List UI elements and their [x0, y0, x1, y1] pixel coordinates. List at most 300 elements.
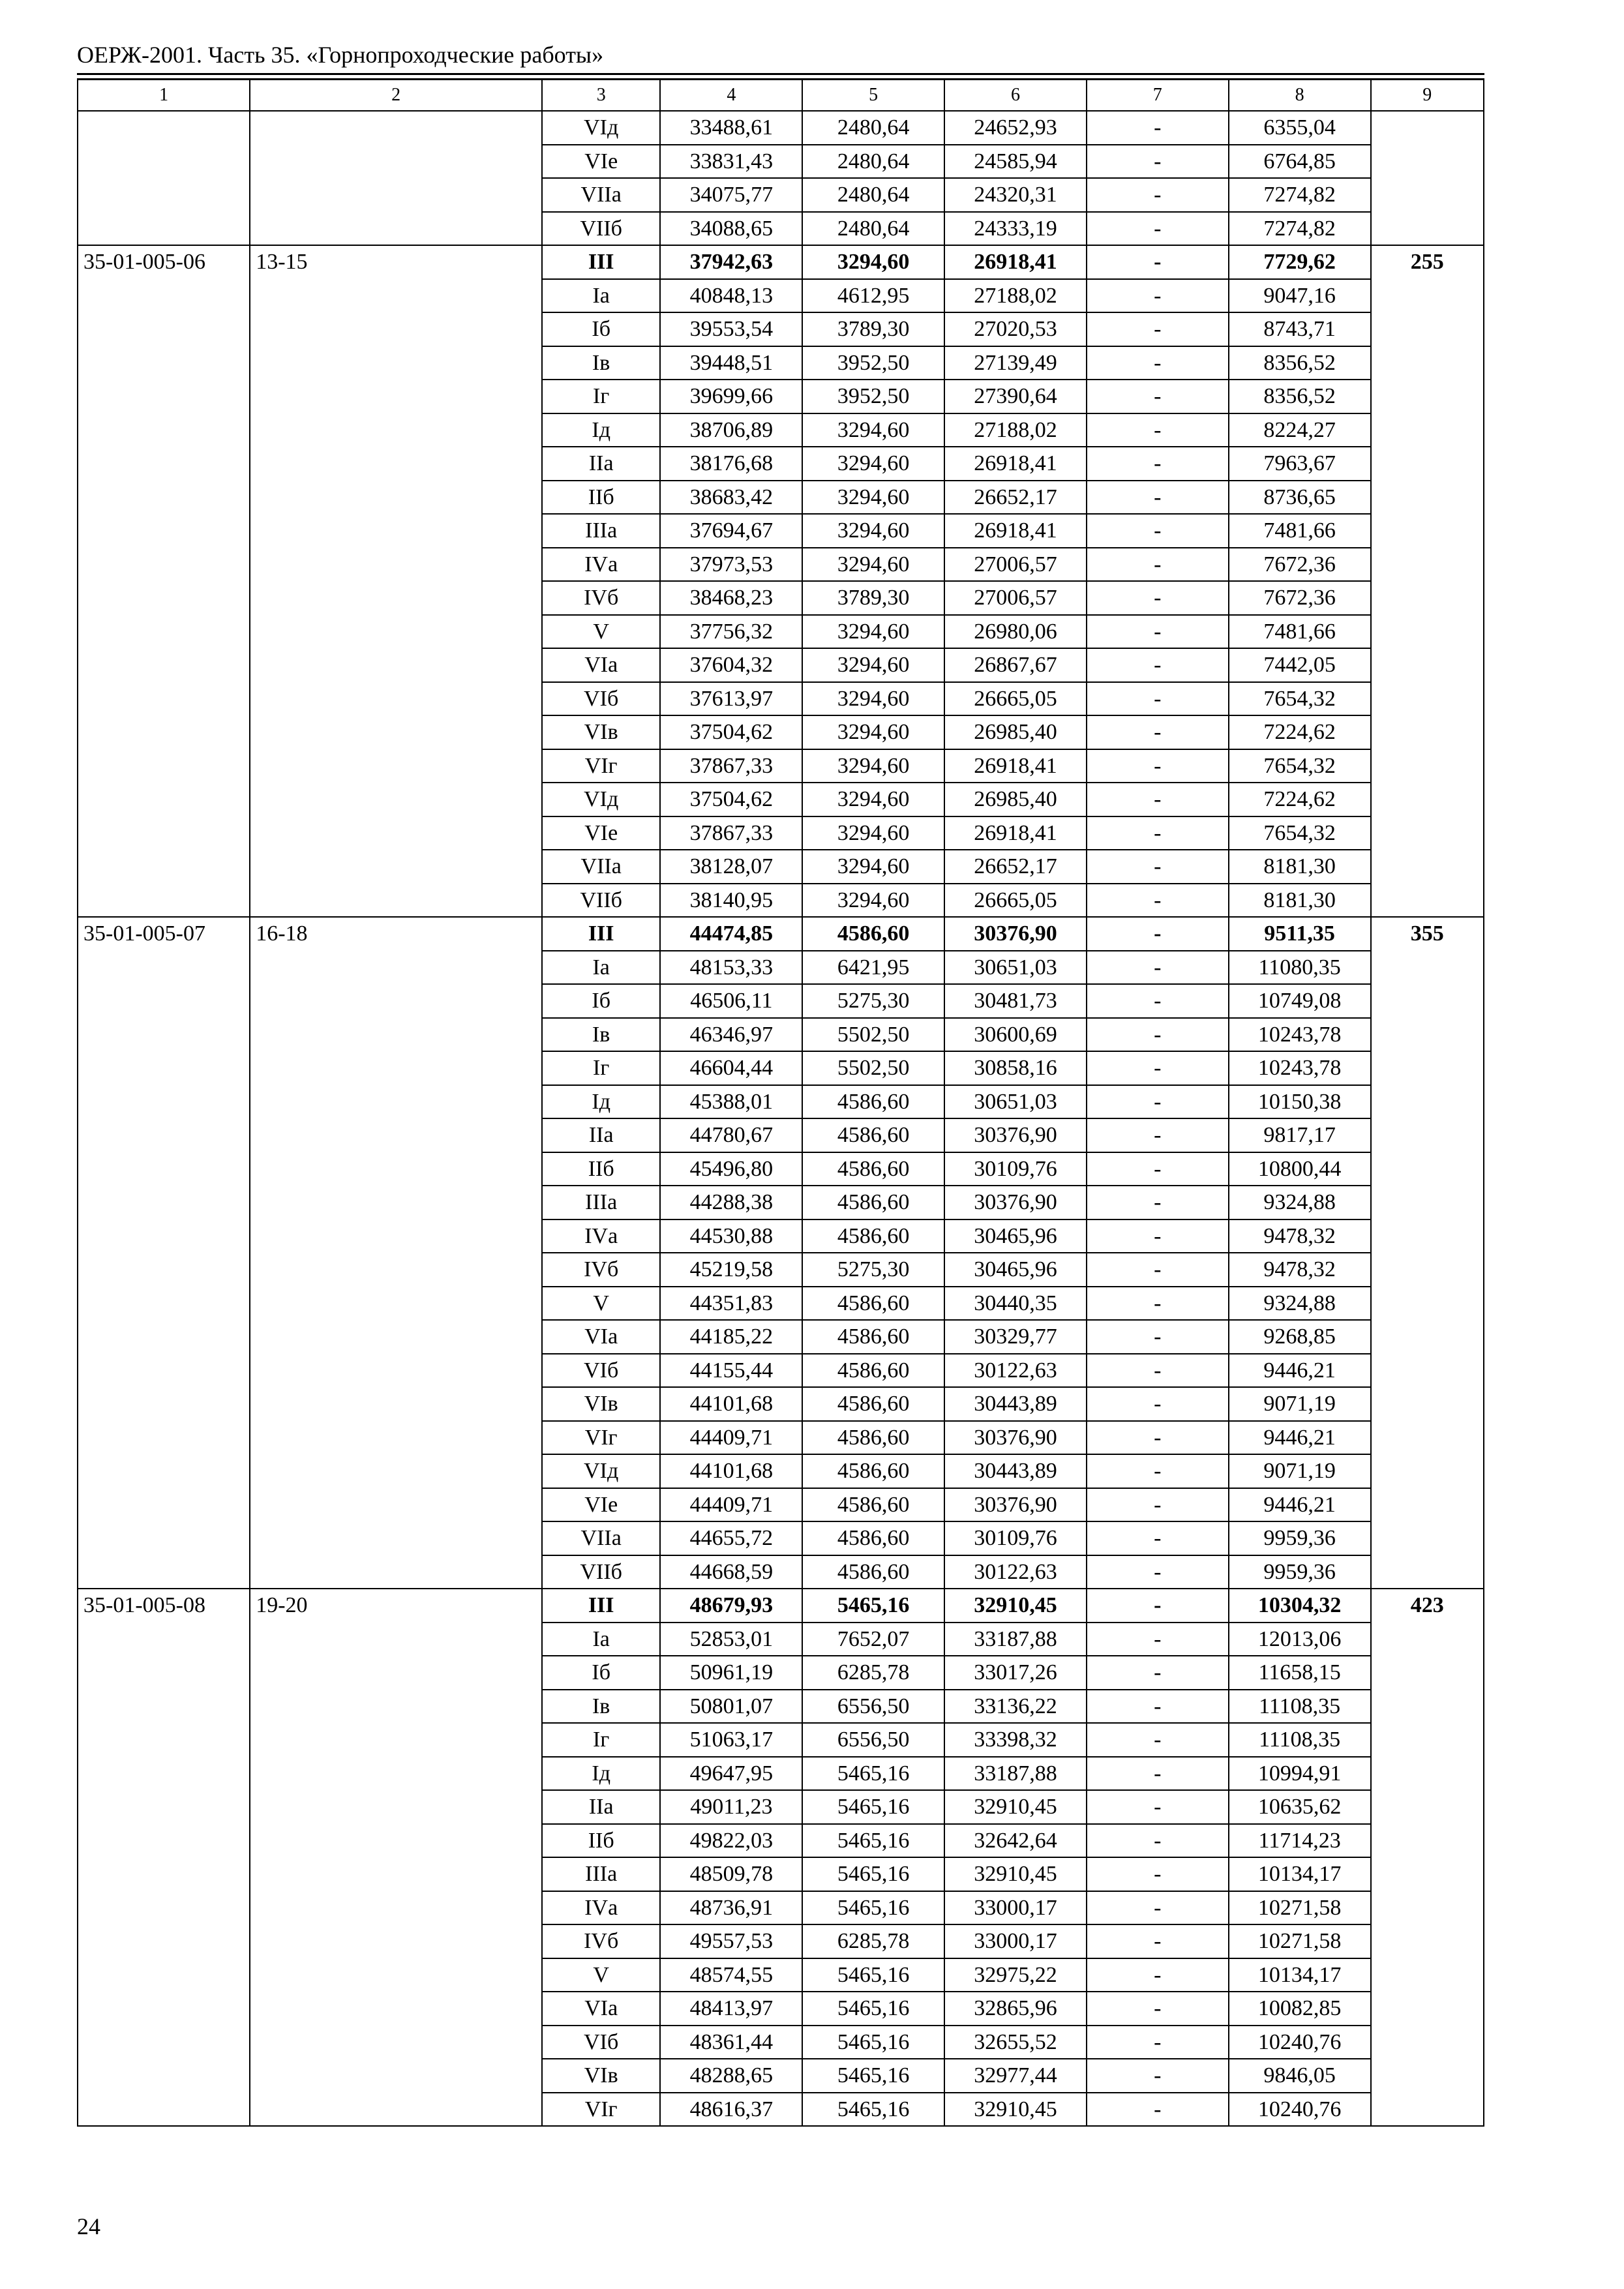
- table-row: [78, 917, 1484, 951]
- column-header: 9: [1371, 80, 1484, 111]
- machine-cost-cell: 30443,89: [944, 1454, 1087, 1488]
- zone-cell: IVа: [542, 1219, 661, 1253]
- machine-cost-cell: 26918,41: [944, 816, 1087, 850]
- total-cost-cell: 48153,33: [660, 951, 802, 985]
- materials-cost-cell: 8224,27: [1229, 413, 1371, 447]
- wages-cell: 4586,60: [802, 1320, 944, 1354]
- materials-cost-cell: 9324,88: [1229, 1186, 1371, 1219]
- labor-cell: 355: [1371, 917, 1484, 1589]
- materials-cost-cell: 8356,52: [1229, 380, 1371, 413]
- zone-cell: VIIб: [542, 884, 661, 918]
- wages-cell: 2480,64: [802, 111, 944, 145]
- materials-cost-cell: 9846,05: [1229, 2059, 1371, 2093]
- driver-wages-cell: -: [1087, 1521, 1229, 1555]
- wages-cell: 5465,16: [802, 1824, 944, 1858]
- machine-cost-cell: 27006,57: [944, 581, 1087, 615]
- zone-cell: IIб: [542, 1152, 661, 1186]
- driver-wages-cell: -: [1087, 413, 1229, 447]
- wages-cell: 4586,60: [802, 917, 944, 951]
- machine-cost-cell: 32977,44: [944, 2059, 1087, 2093]
- driver-wages-cell: -: [1087, 1824, 1229, 1858]
- machine-cost-cell: 32910,45: [944, 1857, 1087, 1891]
- total-cost-cell: 37694,67: [660, 514, 802, 548]
- materials-cost-cell: 9511,35: [1229, 917, 1371, 951]
- header-rule-thick: [77, 73, 1484, 75]
- driver-wages-cell: -: [1087, 749, 1229, 783]
- machine-cost-cell: 26985,40: [944, 783, 1087, 816]
- driver-wages-cell: -: [1087, 1723, 1229, 1757]
- machine-cost-cell: 30376,90: [944, 917, 1087, 951]
- driver-wages-cell: -: [1087, 145, 1229, 179]
- materials-cost-cell: 7672,36: [1229, 548, 1371, 582]
- machine-cost-cell: 32910,45: [944, 2093, 1087, 2127]
- zone-cell: III: [542, 245, 661, 279]
- driver-wages-cell: -: [1087, 1320, 1229, 1354]
- zone-cell: VIе: [542, 816, 661, 850]
- materials-cost-cell: 7481,66: [1229, 615, 1371, 649]
- wages-cell: 3294,60: [802, 783, 944, 816]
- wages-cell: 3294,60: [802, 514, 944, 548]
- total-cost-cell: 51063,17: [660, 1723, 802, 1757]
- materials-cost-cell: 11108,35: [1229, 1690, 1371, 1724]
- materials-cost-cell: 6764,85: [1229, 145, 1371, 179]
- materials-cost-cell: 10243,78: [1229, 1051, 1371, 1085]
- total-cost-cell: 48413,97: [660, 1992, 802, 2026]
- zone-cell: VIа: [542, 1992, 661, 2026]
- machine-cost-cell: 33187,88: [944, 1623, 1087, 1656]
- driver-wages-cell: -: [1087, 816, 1229, 850]
- driver-wages-cell: -: [1087, 346, 1229, 380]
- zone-cell: IVб: [542, 1253, 661, 1287]
- driver-wages-cell: -: [1087, 380, 1229, 413]
- materials-cost-cell: 7654,32: [1229, 816, 1371, 850]
- total-cost-cell: 38176,68: [660, 447, 802, 481]
- wages-cell: 2480,64: [802, 145, 944, 179]
- materials-cost-cell: 10134,17: [1229, 1857, 1371, 1891]
- driver-wages-cell: -: [1087, 715, 1229, 749]
- driver-wages-cell: -: [1087, 884, 1229, 918]
- machine-cost-cell: 30376,90: [944, 1186, 1087, 1219]
- driver-wages-cell: -: [1087, 1757, 1229, 1791]
- total-cost-cell: 37756,32: [660, 615, 802, 649]
- zone-cell: IIб: [542, 1824, 661, 1858]
- materials-cost-cell: 9047,16: [1229, 279, 1371, 313]
- driver-wages-cell: -: [1087, 1857, 1229, 1891]
- total-cost-cell: 44409,71: [660, 1421, 802, 1455]
- materials-cost-cell: 10635,62: [1229, 1790, 1371, 1824]
- total-cost-cell: 34088,65: [660, 212, 802, 246]
- materials-cost-cell: 7274,82: [1229, 212, 1371, 246]
- wages-cell: 3294,60: [802, 615, 944, 649]
- materials-cost-cell: 8181,30: [1229, 850, 1371, 884]
- total-cost-cell: 40848,13: [660, 279, 802, 313]
- column-header: 5: [802, 80, 944, 111]
- total-cost-cell: 39699,66: [660, 380, 802, 413]
- materials-cost-cell: 8181,30: [1229, 884, 1371, 918]
- materials-cost-cell: 6355,04: [1229, 111, 1371, 145]
- machine-cost-cell: 30481,73: [944, 984, 1087, 1018]
- total-cost-cell: 50801,07: [660, 1690, 802, 1724]
- driver-wages-cell: -: [1087, 212, 1229, 246]
- wages-cell: 3294,60: [802, 548, 944, 582]
- driver-wages-cell: -: [1087, 1924, 1229, 1958]
- zone-cell: VIв: [542, 715, 661, 749]
- materials-cost-cell: 10271,58: [1229, 1891, 1371, 1925]
- total-cost-cell: 45496,80: [660, 1152, 802, 1186]
- wages-cell: 5275,30: [802, 1253, 944, 1287]
- machine-cost-cell: 27188,02: [944, 413, 1087, 447]
- total-cost-cell: 38140,95: [660, 884, 802, 918]
- machine-cost-cell: 27006,57: [944, 548, 1087, 582]
- driver-wages-cell: -: [1087, 514, 1229, 548]
- zone-cell: Iа: [542, 1623, 661, 1656]
- machine-cost-cell: 26918,41: [944, 749, 1087, 783]
- table-row: [78, 1589, 1484, 1623]
- driver-wages-cell: -: [1087, 2059, 1229, 2093]
- materials-cost-cell: 10304,32: [1229, 1589, 1371, 1623]
- machine-cost-cell: 24320,31: [944, 178, 1087, 212]
- zone-cell: VIг: [542, 1421, 661, 1455]
- total-cost-cell: 44655,72: [660, 1521, 802, 1555]
- wages-cell: 3294,60: [802, 816, 944, 850]
- total-cost-cell: 44409,71: [660, 1488, 802, 1522]
- machine-cost-cell: 26985,40: [944, 715, 1087, 749]
- materials-cost-cell: 9446,21: [1229, 1354, 1371, 1388]
- page-number: 24: [77, 2213, 100, 2239]
- wages-cell: 5465,16: [802, 1757, 944, 1791]
- price-table-container: [77, 79, 1484, 2127]
- total-cost-cell: 49822,03: [660, 1824, 802, 1858]
- range-cell: 19-20: [250, 1589, 542, 2126]
- wages-cell: 3952,50: [802, 380, 944, 413]
- materials-cost-cell: 10240,76: [1229, 2093, 1371, 2127]
- wages-cell: 3294,60: [802, 413, 944, 447]
- document-header: ОЕРЖ-2001. Часть 35. «Горнопроходческие работы»: [77, 42, 604, 68]
- machine-cost-cell: 26665,05: [944, 682, 1087, 716]
- wages-cell: 7652,07: [802, 1623, 944, 1656]
- zone-cell: Iд: [542, 413, 661, 447]
- total-cost-cell: 44101,68: [660, 1454, 802, 1488]
- driver-wages-cell: -: [1087, 984, 1229, 1018]
- machine-cost-cell: 32910,45: [944, 1790, 1087, 1824]
- column-header: 8: [1229, 80, 1371, 111]
- wages-cell: 4612,95: [802, 279, 944, 313]
- driver-wages-cell: -: [1087, 111, 1229, 145]
- total-cost-cell: 38468,23: [660, 581, 802, 615]
- materials-cost-cell: 9817,17: [1229, 1118, 1371, 1152]
- total-cost-cell: 48736,91: [660, 1891, 802, 1925]
- zone-cell: III: [542, 917, 661, 951]
- driver-wages-cell: -: [1087, 1555, 1229, 1589]
- column-header: 1: [78, 80, 250, 111]
- machine-cost-cell: 26867,67: [944, 648, 1087, 682]
- labor-cell: 423: [1371, 1589, 1484, 2126]
- column-header: 2: [250, 80, 542, 111]
- driver-wages-cell: -: [1087, 581, 1229, 615]
- wages-cell: 3789,30: [802, 581, 944, 615]
- wages-cell: 4586,60: [802, 1555, 944, 1589]
- zone-cell: VIг: [542, 2093, 661, 2127]
- machine-cost-cell: 26918,41: [944, 447, 1087, 481]
- zone-cell: V: [542, 1287, 661, 1321]
- driver-wages-cell: -: [1087, 1589, 1229, 1623]
- driver-wages-cell: -: [1087, 481, 1229, 515]
- driver-wages-cell: -: [1087, 951, 1229, 985]
- zone-cell: VIг: [542, 749, 661, 783]
- column-header: 6: [944, 80, 1087, 111]
- zone-cell: IIIа: [542, 1857, 661, 1891]
- driver-wages-cell: -: [1087, 312, 1229, 346]
- zone-cell: IVб: [542, 1924, 661, 1958]
- driver-wages-cell: -: [1087, 1623, 1229, 1656]
- range-cell: 16-18: [250, 917, 542, 1589]
- zone-cell: Iа: [542, 951, 661, 985]
- total-cost-cell: 44185,22: [660, 1320, 802, 1354]
- column-header: 7: [1087, 80, 1229, 111]
- machine-cost-cell: 26980,06: [944, 615, 1087, 649]
- wages-cell: 4586,60: [802, 1454, 944, 1488]
- wages-cell: 6285,78: [802, 1656, 944, 1690]
- total-cost-cell: 39448,51: [660, 346, 802, 380]
- wages-cell: 5465,16: [802, 1992, 944, 2026]
- zone-cell: IIIа: [542, 1186, 661, 1219]
- machine-cost-cell: 30600,69: [944, 1018, 1087, 1052]
- materials-cost-cell: 10082,85: [1229, 1992, 1371, 2026]
- machine-cost-cell: 33187,88: [944, 1757, 1087, 1791]
- wages-cell: 5465,16: [802, 1589, 944, 1623]
- wages-cell: 6556,50: [802, 1723, 944, 1757]
- wages-cell: 3294,60: [802, 447, 944, 481]
- zone-cell: VIб: [542, 2026, 661, 2059]
- materials-cost-cell: 11714,23: [1229, 1824, 1371, 1858]
- total-cost-cell: 38683,42: [660, 481, 802, 515]
- materials-cost-cell: 10134,17: [1229, 1958, 1371, 1992]
- column-header: 4: [660, 80, 802, 111]
- materials-cost-cell: 11658,15: [1229, 1656, 1371, 1690]
- driver-wages-cell: -: [1087, 1387, 1229, 1421]
- materials-cost-cell: 8356,52: [1229, 346, 1371, 380]
- materials-cost-cell: 12013,06: [1229, 1623, 1371, 1656]
- zone-cell: VIа: [542, 1320, 661, 1354]
- zone-cell: Iд: [542, 1757, 661, 1791]
- wages-cell: 4586,60: [802, 1387, 944, 1421]
- range-cell: 13-15: [250, 245, 542, 917]
- driver-wages-cell: -: [1087, 1958, 1229, 1992]
- machine-cost-cell: 33398,32: [944, 1723, 1087, 1757]
- materials-cost-cell: 7274,82: [1229, 178, 1371, 212]
- total-cost-cell: 37504,62: [660, 715, 802, 749]
- machine-cost-cell: 26665,05: [944, 884, 1087, 918]
- driver-wages-cell: -: [1087, 1421, 1229, 1455]
- driver-wages-cell: -: [1087, 1287, 1229, 1321]
- machine-cost-cell: 26918,41: [944, 514, 1087, 548]
- wages-cell: 6556,50: [802, 1690, 944, 1724]
- wages-cell: 6421,95: [802, 951, 944, 985]
- materials-cost-cell: 10150,38: [1229, 1085, 1371, 1119]
- driver-wages-cell: -: [1087, 917, 1229, 951]
- materials-cost-cell: 10271,58: [1229, 1924, 1371, 1958]
- zone-cell: Iг: [542, 1051, 661, 1085]
- zone-cell: VIв: [542, 1387, 661, 1421]
- wages-cell: 5465,16: [802, 1891, 944, 1925]
- zone-cell: VIв: [542, 2059, 661, 2093]
- materials-cost-cell: 7963,67: [1229, 447, 1371, 481]
- wages-cell: 4586,60: [802, 1152, 944, 1186]
- materials-cost-cell: 9478,32: [1229, 1219, 1371, 1253]
- driver-wages-cell: -: [1087, 245, 1229, 279]
- total-cost-cell: 46604,44: [660, 1051, 802, 1085]
- range-cell: [250, 111, 542, 245]
- driver-wages-cell: -: [1087, 447, 1229, 481]
- total-cost-cell: 37867,33: [660, 749, 802, 783]
- driver-wages-cell: -: [1087, 1488, 1229, 1522]
- driver-wages-cell: -: [1087, 1354, 1229, 1388]
- machine-cost-cell: 27188,02: [944, 279, 1087, 313]
- total-cost-cell: 48288,65: [660, 2059, 802, 2093]
- zone-cell: VIе: [542, 1488, 661, 1522]
- column-number-row: [78, 80, 1484, 111]
- zone-cell: VIIа: [542, 850, 661, 884]
- machine-cost-cell: 26918,41: [944, 245, 1087, 279]
- wages-cell: 5465,16: [802, 2026, 944, 2059]
- machine-cost-cell: 30651,03: [944, 951, 1087, 985]
- zone-cell: VIIб: [542, 212, 661, 246]
- zone-cell: V: [542, 615, 661, 649]
- wages-cell: 3294,60: [802, 715, 944, 749]
- materials-cost-cell: 9478,32: [1229, 1253, 1371, 1287]
- labor-cell: 255: [1371, 245, 1484, 917]
- wages-cell: 4586,60: [802, 1118, 944, 1152]
- zone-cell: VIд: [542, 783, 661, 816]
- wages-cell: 4586,60: [802, 1354, 944, 1388]
- zone-cell: IVа: [542, 548, 661, 582]
- zone-cell: VIб: [542, 1354, 661, 1388]
- driver-wages-cell: -: [1087, 1152, 1229, 1186]
- machine-cost-cell: 32910,45: [944, 1589, 1087, 1623]
- zone-cell: Iб: [542, 312, 661, 346]
- wages-cell: 3294,60: [802, 481, 944, 515]
- total-cost-cell: 45388,01: [660, 1085, 802, 1119]
- driver-wages-cell: -: [1087, 1690, 1229, 1724]
- total-cost-cell: 49557,53: [660, 1924, 802, 1958]
- machine-cost-cell: 30465,96: [944, 1253, 1087, 1287]
- zone-cell: Iв: [542, 1018, 661, 1052]
- machine-cost-cell: 33136,22: [944, 1690, 1087, 1724]
- machine-cost-cell: 30109,76: [944, 1152, 1087, 1186]
- total-cost-cell: 39553,54: [660, 312, 802, 346]
- wages-cell: 5465,16: [802, 2059, 944, 2093]
- zone-cell: III: [542, 1589, 661, 1623]
- total-cost-cell: 45219,58: [660, 1253, 802, 1287]
- machine-cost-cell: 30440,35: [944, 1287, 1087, 1321]
- wages-cell: 2480,64: [802, 178, 944, 212]
- total-cost-cell: 48679,93: [660, 1589, 802, 1623]
- materials-cost-cell: 8736,65: [1229, 481, 1371, 515]
- machine-cost-cell: 27390,64: [944, 380, 1087, 413]
- materials-cost-cell: 9324,88: [1229, 1287, 1371, 1321]
- wages-cell: 3294,60: [802, 245, 944, 279]
- machine-cost-cell: 30858,16: [944, 1051, 1087, 1085]
- total-cost-cell: 44155,44: [660, 1354, 802, 1388]
- wages-cell: 3294,60: [802, 850, 944, 884]
- materials-cost-cell: 9959,36: [1229, 1521, 1371, 1555]
- machine-cost-cell: 24652,93: [944, 111, 1087, 145]
- total-cost-cell: 37604,32: [660, 648, 802, 682]
- machine-cost-cell: 32655,52: [944, 2026, 1087, 2059]
- materials-cost-cell: 10240,76: [1229, 2026, 1371, 2059]
- wages-cell: 4586,60: [802, 1488, 944, 1522]
- wages-cell: 6285,78: [802, 1924, 944, 1958]
- total-cost-cell: 44288,38: [660, 1186, 802, 1219]
- machine-cost-cell: 30443,89: [944, 1387, 1087, 1421]
- column-header: 3: [542, 80, 661, 111]
- materials-cost-cell: 11108,35: [1229, 1723, 1371, 1757]
- driver-wages-cell: -: [1087, 2026, 1229, 2059]
- wages-cell: 4586,60: [802, 1219, 944, 1253]
- materials-cost-cell: 7654,32: [1229, 749, 1371, 783]
- materials-cost-cell: 10800,44: [1229, 1152, 1371, 1186]
- rate-code-cell: 35-01-005-07: [78, 917, 250, 1589]
- total-cost-cell: 48574,55: [660, 1958, 802, 1992]
- driver-wages-cell: -: [1087, 1118, 1229, 1152]
- machine-cost-cell: 30109,76: [944, 1521, 1087, 1555]
- driver-wages-cell: -: [1087, 1051, 1229, 1085]
- zone-cell: VIе: [542, 145, 661, 179]
- machine-cost-cell: 27139,49: [944, 346, 1087, 380]
- zone-cell: VIIа: [542, 178, 661, 212]
- machine-cost-cell: 30651,03: [944, 1085, 1087, 1119]
- driver-wages-cell: -: [1087, 1992, 1229, 2026]
- materials-cost-cell: 7224,62: [1229, 783, 1371, 816]
- price-table: [77, 79, 1484, 2127]
- zone-cell: Iб: [542, 1656, 661, 1690]
- driver-wages-cell: -: [1087, 1790, 1229, 1824]
- machine-cost-cell: 27020,53: [944, 312, 1087, 346]
- total-cost-cell: 37942,63: [660, 245, 802, 279]
- total-cost-cell: 48616,37: [660, 2093, 802, 2127]
- zone-cell: IVб: [542, 581, 661, 615]
- machine-cost-cell: 30376,90: [944, 1421, 1087, 1455]
- wages-cell: 3294,60: [802, 749, 944, 783]
- machine-cost-cell: 30329,77: [944, 1320, 1087, 1354]
- wages-cell: 5465,16: [802, 2093, 944, 2127]
- wages-cell: 3294,60: [802, 682, 944, 716]
- materials-cost-cell: 8743,71: [1229, 312, 1371, 346]
- wages-cell: 5465,16: [802, 1958, 944, 1992]
- machine-cost-cell: 30376,90: [944, 1118, 1087, 1152]
- zone-cell: Iг: [542, 380, 661, 413]
- wages-cell: 5465,16: [802, 1857, 944, 1891]
- wages-cell: 3789,30: [802, 312, 944, 346]
- driver-wages-cell: -: [1087, 850, 1229, 884]
- materials-cost-cell: 9446,21: [1229, 1488, 1371, 1522]
- zone-cell: Iа: [542, 279, 661, 313]
- rate-code-cell: 35-01-005-08: [78, 1589, 250, 2126]
- wages-cell: 3294,60: [802, 648, 944, 682]
- materials-cost-cell: 9071,19: [1229, 1387, 1371, 1421]
- materials-cost-cell: 7654,32: [1229, 682, 1371, 716]
- total-cost-cell: 37867,33: [660, 816, 802, 850]
- driver-wages-cell: -: [1087, 1891, 1229, 1925]
- wages-cell: 4586,60: [802, 1521, 944, 1555]
- machine-cost-cell: 26652,17: [944, 481, 1087, 515]
- machine-cost-cell: 26652,17: [944, 850, 1087, 884]
- materials-cost-cell: 7224,62: [1229, 715, 1371, 749]
- materials-cost-cell: 9268,85: [1229, 1320, 1371, 1354]
- wages-cell: 5465,16: [802, 1790, 944, 1824]
- total-cost-cell: 44101,68: [660, 1387, 802, 1421]
- driver-wages-cell: -: [1087, 1253, 1229, 1287]
